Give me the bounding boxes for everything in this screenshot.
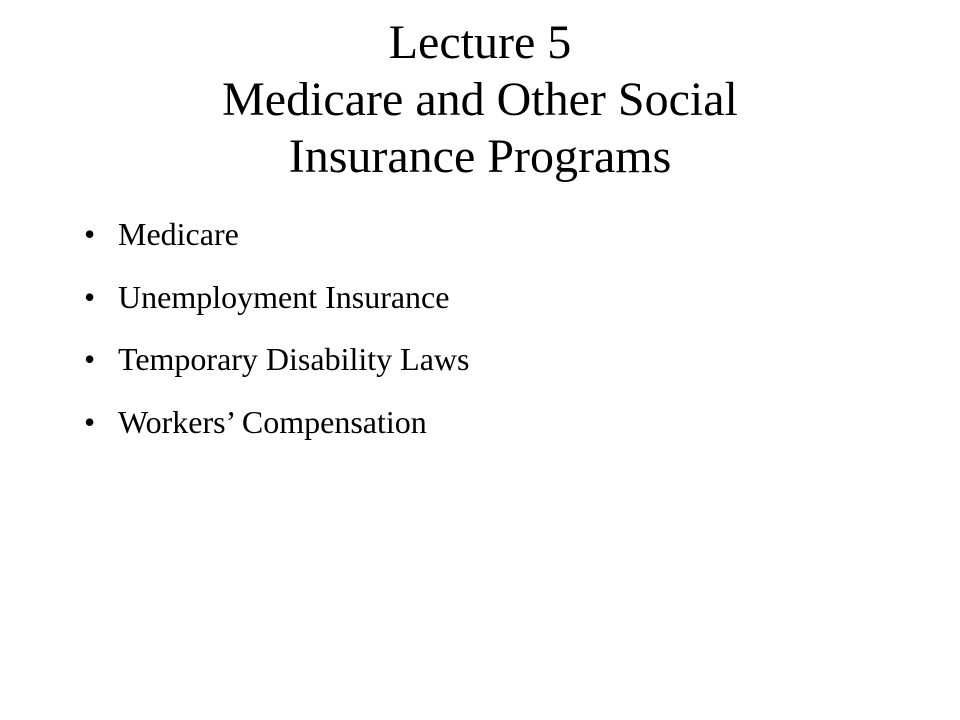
bullet-text: Medicare bbox=[118, 216, 239, 252]
bullet-text: Temporary Disability Laws bbox=[118, 341, 470, 377]
bullet-text: Unemployment Insurance bbox=[118, 278, 450, 315]
bullet-item-medicare bbox=[84, 215, 469, 253]
bullet-dot-icon: • bbox=[84, 216, 96, 252]
bullet-item-temporary-disability-laws bbox=[84, 340, 469, 378]
title-line-3: Insurance Programs bbox=[288, 130, 672, 183]
slide-title bbox=[0, 14, 960, 185]
bullet-dot-icon: • bbox=[84, 403, 96, 440]
bullet-list bbox=[84, 215, 469, 465]
bullet-item-workers-compensation bbox=[84, 403, 469, 441]
bullet-dot-icon: • bbox=[84, 341, 96, 377]
title-line-2: Medicare and Other Social bbox=[222, 73, 738, 126]
bullet-item-unemployment-insurance bbox=[84, 278, 469, 316]
bullet-text: Workers’ Compensation bbox=[118, 403, 427, 440]
bullet-dot-icon: • bbox=[84, 278, 96, 315]
title-line-1: Lecture 5 bbox=[388, 16, 572, 69]
